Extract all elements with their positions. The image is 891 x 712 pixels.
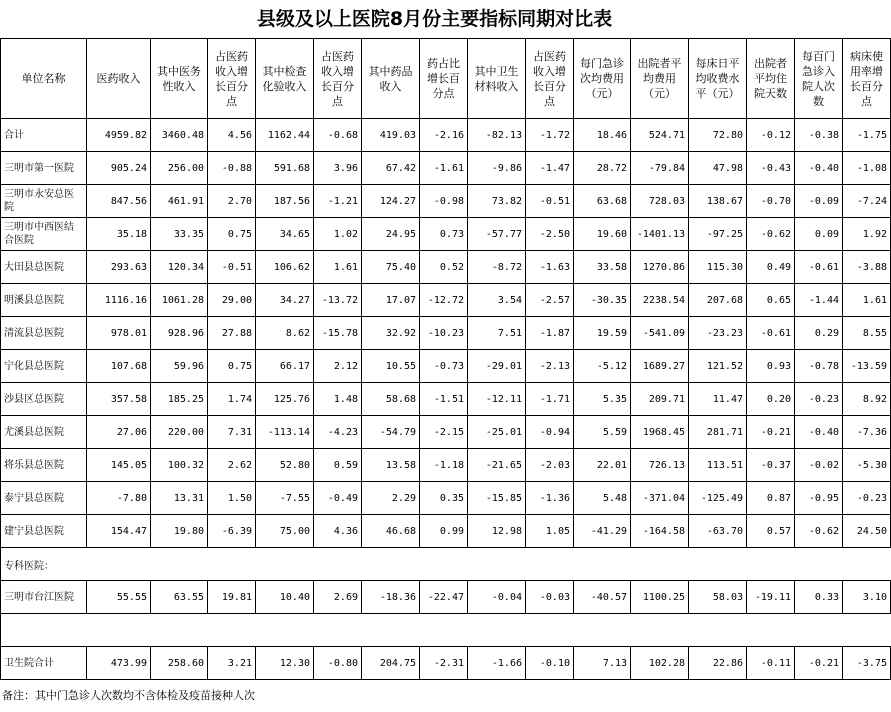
value-cell: 0.09 xyxy=(795,218,843,251)
value-cell: -19.11 xyxy=(747,581,795,614)
value-cell: 1116.16 xyxy=(87,284,151,317)
value-cell: -0.40 xyxy=(795,416,843,449)
unit-name-cell: 三明市台江医院 xyxy=(1,581,87,614)
value-cell: 1689.27 xyxy=(631,350,689,383)
value-cell: 100.32 xyxy=(151,449,208,482)
unit-name-cell: 卫生院合计 xyxy=(1,647,87,680)
value-cell: 47.98 xyxy=(689,152,747,185)
value-cell: 0.65 xyxy=(747,284,795,317)
value-cell: 22.01 xyxy=(574,449,631,482)
value-cell: -0.03 xyxy=(526,581,574,614)
value-cell: 58.03 xyxy=(689,581,747,614)
column-header: 出院者平均住院天数 xyxy=(747,39,795,119)
value-cell: -57.77 xyxy=(468,218,526,251)
value-cell: 5.48 xyxy=(574,482,631,515)
table-row xyxy=(1,581,891,614)
value-cell: 0.75 xyxy=(208,218,256,251)
column-header: 其中药品收入 xyxy=(362,39,420,119)
value-cell: 7.51 xyxy=(468,317,526,350)
value-cell: 1.05 xyxy=(526,515,574,548)
value-cell: -0.04 xyxy=(468,581,526,614)
value-cell: 220.00 xyxy=(151,416,208,449)
value-cell: -41.29 xyxy=(574,515,631,548)
unit-name-cell: 大田县总医院 xyxy=(1,251,87,284)
value-cell: 34.65 xyxy=(256,218,314,251)
value-cell: 121.52 xyxy=(689,350,747,383)
unit-name-cell: 三明市第一医院 xyxy=(1,152,87,185)
column-header: 其中检查化验收入 xyxy=(256,39,314,119)
value-cell: 0.49 xyxy=(747,251,795,284)
value-cell: -3.88 xyxy=(843,251,891,284)
value-cell: 2.12 xyxy=(314,350,362,383)
value-cell: 0.93 xyxy=(747,350,795,383)
value-cell: 19.59 xyxy=(574,317,631,350)
table-row xyxy=(1,317,891,350)
value-cell: -371.04 xyxy=(631,482,689,515)
value-cell: 154.47 xyxy=(87,515,151,548)
value-cell: 187.56 xyxy=(256,185,314,218)
value-cell: 1.92 xyxy=(843,218,891,251)
value-cell: -0.62 xyxy=(747,218,795,251)
value-cell: -2.03 xyxy=(526,449,574,482)
unit-name-cell: 合计 xyxy=(1,119,87,152)
unit-name-cell: 三明市中西医结合医院 xyxy=(1,218,87,251)
value-cell: 473.99 xyxy=(87,647,151,680)
value-cell: -1.87 xyxy=(526,317,574,350)
value-cell: -125.49 xyxy=(689,482,747,515)
value-cell: -0.37 xyxy=(747,449,795,482)
value-cell: 33.58 xyxy=(574,251,631,284)
value-cell: 29.00 xyxy=(208,284,256,317)
table-row xyxy=(1,416,891,449)
value-cell: -1.18 xyxy=(420,449,468,482)
value-cell: 0.99 xyxy=(420,515,468,548)
value-cell: 8.55 xyxy=(843,317,891,350)
value-cell: 4959.82 xyxy=(87,119,151,152)
value-cell: -0.88 xyxy=(208,152,256,185)
value-cell: 1100.25 xyxy=(631,581,689,614)
value-cell: 847.56 xyxy=(87,185,151,218)
value-cell: -22.47 xyxy=(420,581,468,614)
value-cell: 1.74 xyxy=(208,383,256,416)
column-header: 其中卫生材料收入 xyxy=(468,39,526,119)
table-body xyxy=(1,119,891,680)
value-cell: 59.96 xyxy=(151,350,208,383)
value-cell: 1061.28 xyxy=(151,284,208,317)
value-cell: -2.57 xyxy=(526,284,574,317)
value-cell: -0.61 xyxy=(795,251,843,284)
value-cell: 33.35 xyxy=(151,218,208,251)
spacer-row xyxy=(1,614,891,647)
value-cell: -2.15 xyxy=(420,416,468,449)
value-cell: -25.01 xyxy=(468,416,526,449)
value-cell: 207.68 xyxy=(689,284,747,317)
column-header: 药占比增长百分点 xyxy=(420,39,468,119)
value-cell: 1162.44 xyxy=(256,119,314,152)
value-cell: 905.24 xyxy=(87,152,151,185)
value-cell: -541.09 xyxy=(631,317,689,350)
value-cell: 10.40 xyxy=(256,581,314,614)
value-cell: 106.62 xyxy=(256,251,314,284)
value-cell: -0.21 xyxy=(747,416,795,449)
value-cell: 0.33 xyxy=(795,581,843,614)
value-cell: -15.85 xyxy=(468,482,526,515)
value-cell: 0.87 xyxy=(747,482,795,515)
value-cell: -0.43 xyxy=(747,152,795,185)
value-cell: 19.81 xyxy=(208,581,256,614)
unit-name-cell: 将乐县总医院 xyxy=(1,449,87,482)
column-header: 占医药收入增长百分点 xyxy=(314,39,362,119)
value-cell: 0.59 xyxy=(314,449,362,482)
header-row xyxy=(1,39,891,119)
value-cell: -0.95 xyxy=(795,482,843,515)
value-cell: 72.80 xyxy=(689,119,747,152)
unit-name-cell: 尤溪县总医院 xyxy=(1,416,87,449)
column-header: 占医药收入增长百分点 xyxy=(208,39,256,119)
table-title: 县级及以上医院8月份主要指标同期对比表 xyxy=(256,8,613,30)
value-cell: 12.30 xyxy=(256,647,314,680)
value-cell: 13.58 xyxy=(362,449,420,482)
value-cell: 55.55 xyxy=(87,581,151,614)
value-cell: 13.31 xyxy=(151,482,208,515)
table-row xyxy=(1,515,891,548)
value-cell: -9.86 xyxy=(468,152,526,185)
value-cell: -7.36 xyxy=(843,416,891,449)
value-cell: 0.35 xyxy=(420,482,468,515)
value-cell: 67.42 xyxy=(362,152,420,185)
value-cell: -5.30 xyxy=(843,449,891,482)
value-cell: 8.92 xyxy=(843,383,891,416)
value-cell: 27.88 xyxy=(208,317,256,350)
value-cell: 17.07 xyxy=(362,284,420,317)
table-row xyxy=(1,350,891,383)
value-cell: -40.57 xyxy=(574,581,631,614)
value-cell: 34.27 xyxy=(256,284,314,317)
value-cell: -54.79 xyxy=(362,416,420,449)
table-row xyxy=(1,383,891,416)
value-cell: 209.71 xyxy=(631,383,689,416)
value-cell: -1.71 xyxy=(526,383,574,416)
value-cell: 3.21 xyxy=(208,647,256,680)
value-cell: -23.23 xyxy=(689,317,747,350)
value-cell: 1.48 xyxy=(314,383,362,416)
value-cell: 2.70 xyxy=(208,185,256,218)
section-label: 专科医院： xyxy=(1,548,891,581)
footnote: 备注：其中门急诊人次数均不含体检及疫苗接种人次 xyxy=(2,689,255,702)
value-cell: -1.36 xyxy=(526,482,574,515)
value-cell: 5.59 xyxy=(574,416,631,449)
value-cell: 3460.48 xyxy=(151,119,208,152)
table-row xyxy=(1,449,891,482)
value-cell: -0.51 xyxy=(526,185,574,218)
value-cell: 107.68 xyxy=(87,350,151,383)
value-cell: -4.23 xyxy=(314,416,362,449)
value-cell: -82.13 xyxy=(468,119,526,152)
value-cell: -15.78 xyxy=(314,317,362,350)
value-cell: 357.58 xyxy=(87,383,151,416)
value-cell: -97.25 xyxy=(689,218,747,251)
value-cell: -1.66 xyxy=(468,647,526,680)
value-cell: 27.06 xyxy=(87,416,151,449)
value-cell: -7.55 xyxy=(256,482,314,515)
value-cell: -1.44 xyxy=(795,284,843,317)
unit-name-cell: 宁化县总医院 xyxy=(1,350,87,383)
value-cell: -0.80 xyxy=(314,647,362,680)
value-cell: -0.23 xyxy=(795,383,843,416)
value-cell: -0.68 xyxy=(314,119,362,152)
value-cell: 19.80 xyxy=(151,515,208,548)
value-cell: 281.71 xyxy=(689,416,747,449)
value-cell: -21.65 xyxy=(468,449,526,482)
value-cell: 10.55 xyxy=(362,350,420,383)
value-cell: 1270.86 xyxy=(631,251,689,284)
value-cell: 7.13 xyxy=(574,647,631,680)
value-cell: -18.36 xyxy=(362,581,420,614)
value-cell: 115.30 xyxy=(689,251,747,284)
value-cell: 63.55 xyxy=(151,581,208,614)
value-cell: -0.62 xyxy=(795,515,843,548)
value-cell: -10.23 xyxy=(420,317,468,350)
value-cell: 0.57 xyxy=(747,515,795,548)
value-cell: -0.40 xyxy=(795,152,843,185)
value-cell: 19.60 xyxy=(574,218,631,251)
value-cell: 8.62 xyxy=(256,317,314,350)
value-cell: -30.35 xyxy=(574,284,631,317)
value-cell: 0.73 xyxy=(420,218,468,251)
column-header: 医药收入 xyxy=(87,39,151,119)
unit-name-cell: 建宁县总医院 xyxy=(1,515,87,548)
value-cell: 3.96 xyxy=(314,152,362,185)
value-cell: -29.01 xyxy=(468,350,526,383)
value-cell: -0.38 xyxy=(795,119,843,152)
value-cell: -0.10 xyxy=(526,647,574,680)
value-cell: 293.63 xyxy=(87,251,151,284)
column-header: 每百门急诊入院人次数 xyxy=(795,39,843,119)
value-cell: 2.62 xyxy=(208,449,256,482)
section-label xyxy=(1,614,891,647)
indicator-table xyxy=(0,38,891,680)
value-cell: -0.11 xyxy=(747,647,795,680)
value-cell: 24.50 xyxy=(843,515,891,548)
value-cell: 24.95 xyxy=(362,218,420,251)
value-cell: -2.16 xyxy=(420,119,468,152)
value-cell: 125.76 xyxy=(256,383,314,416)
value-cell: 1.50 xyxy=(208,482,256,515)
value-cell: 46.68 xyxy=(362,515,420,548)
value-cell: -8.72 xyxy=(468,251,526,284)
value-cell: 63.68 xyxy=(574,185,631,218)
value-cell: 1968.45 xyxy=(631,416,689,449)
value-cell: 461.91 xyxy=(151,185,208,218)
value-cell: 102.28 xyxy=(631,647,689,680)
value-cell: -2.13 xyxy=(526,350,574,383)
table-row xyxy=(1,251,891,284)
value-cell: 258.60 xyxy=(151,647,208,680)
value-cell: 524.71 xyxy=(631,119,689,152)
column-header: 其中医务性收入 xyxy=(151,39,208,119)
value-cell: -7.80 xyxy=(87,482,151,515)
value-cell: -63.70 xyxy=(689,515,747,548)
value-cell: -1.72 xyxy=(526,119,574,152)
value-cell: 591.68 xyxy=(256,152,314,185)
value-cell: 3.10 xyxy=(843,581,891,614)
value-cell: -1.51 xyxy=(420,383,468,416)
value-cell: 1.02 xyxy=(314,218,362,251)
table-row xyxy=(1,482,891,515)
value-cell: 28.72 xyxy=(574,152,631,185)
unit-name-cell: 沙县区总医院 xyxy=(1,383,87,416)
value-cell: 3.54 xyxy=(468,284,526,317)
value-cell: 7.31 xyxy=(208,416,256,449)
value-cell: 18.46 xyxy=(574,119,631,152)
column-header: 单位名称 xyxy=(1,39,87,119)
value-cell: -113.14 xyxy=(256,416,314,449)
value-cell: -2.31 xyxy=(420,647,468,680)
value-cell: 124.27 xyxy=(362,185,420,218)
value-cell: -13.72 xyxy=(314,284,362,317)
value-cell: -164.58 xyxy=(631,515,689,548)
value-cell: -0.21 xyxy=(795,647,843,680)
value-cell: -12.72 xyxy=(420,284,468,317)
table-row xyxy=(1,185,891,218)
value-cell: -1.63 xyxy=(526,251,574,284)
value-cell: -1.75 xyxy=(843,119,891,152)
value-cell: -0.78 xyxy=(795,350,843,383)
column-header: 每门急诊次均费用（元） xyxy=(574,39,631,119)
value-cell: 11.47 xyxy=(689,383,747,416)
value-cell: 185.25 xyxy=(151,383,208,416)
value-cell: 419.03 xyxy=(362,119,420,152)
value-cell: 35.18 xyxy=(87,218,151,251)
value-cell: -0.09 xyxy=(795,185,843,218)
value-cell: 120.34 xyxy=(151,251,208,284)
value-cell: -79.84 xyxy=(631,152,689,185)
value-cell: 73.82 xyxy=(468,185,526,218)
value-cell: -0.12 xyxy=(747,119,795,152)
value-cell: -0.61 xyxy=(747,317,795,350)
unit-name-cell: 清流县总医院 xyxy=(1,317,87,350)
table-row xyxy=(1,152,891,185)
value-cell: 728.03 xyxy=(631,185,689,218)
unit-name-cell: 泰宁县总医院 xyxy=(1,482,87,515)
value-cell: -3.75 xyxy=(843,647,891,680)
value-cell: 22.86 xyxy=(689,647,747,680)
value-cell: -0.51 xyxy=(208,251,256,284)
value-cell: 75.00 xyxy=(256,515,314,548)
value-cell: 4.36 xyxy=(314,515,362,548)
value-cell: 138.67 xyxy=(689,185,747,218)
value-cell: 2.29 xyxy=(362,482,420,515)
value-cell: 0.75 xyxy=(208,350,256,383)
value-cell: -1.08 xyxy=(843,152,891,185)
table-row xyxy=(1,119,891,152)
column-header: 占医药收入增长百分点 xyxy=(526,39,574,119)
value-cell: -0.94 xyxy=(526,416,574,449)
value-cell: -0.23 xyxy=(843,482,891,515)
value-cell: 1.61 xyxy=(843,284,891,317)
value-cell: -13.59 xyxy=(843,350,891,383)
value-cell: -1.61 xyxy=(420,152,468,185)
value-cell: -0.98 xyxy=(420,185,468,218)
value-cell: -6.39 xyxy=(208,515,256,548)
unit-name-cell: 明溪县总医院 xyxy=(1,284,87,317)
value-cell: 0.29 xyxy=(795,317,843,350)
value-cell: 52.80 xyxy=(256,449,314,482)
value-cell: 2.69 xyxy=(314,581,362,614)
value-cell: 145.05 xyxy=(87,449,151,482)
value-cell: 204.75 xyxy=(362,647,420,680)
value-cell: 75.40 xyxy=(362,251,420,284)
value-cell: -0.73 xyxy=(420,350,468,383)
column-header: 每床日平均收费水平（元） xyxy=(689,39,747,119)
section-row-specialty xyxy=(1,548,891,581)
value-cell: 256.00 xyxy=(151,152,208,185)
value-cell: 0.52 xyxy=(420,251,468,284)
column-header: 出院者平均费用（元） xyxy=(631,39,689,119)
value-cell: 978.01 xyxy=(87,317,151,350)
value-cell: 58.68 xyxy=(362,383,420,416)
value-cell: 12.98 xyxy=(468,515,526,548)
value-cell: 113.51 xyxy=(689,449,747,482)
value-cell: 928.96 xyxy=(151,317,208,350)
table-row xyxy=(1,218,891,251)
value-cell: -1401.13 xyxy=(631,218,689,251)
table-row xyxy=(1,647,891,680)
value-cell: -0.49 xyxy=(314,482,362,515)
value-cell: 1.61 xyxy=(314,251,362,284)
value-cell: 726.13 xyxy=(631,449,689,482)
value-cell: -1.47 xyxy=(526,152,574,185)
value-cell: 66.17 xyxy=(256,350,314,383)
value-cell: -12.11 xyxy=(468,383,526,416)
table-row xyxy=(1,284,891,317)
value-cell: -0.70 xyxy=(747,185,795,218)
value-cell: 4.56 xyxy=(208,119,256,152)
value-cell: 5.35 xyxy=(574,383,631,416)
value-cell: -2.50 xyxy=(526,218,574,251)
value-cell: -5.12 xyxy=(574,350,631,383)
value-cell: 2238.54 xyxy=(631,284,689,317)
unit-name-cell: 三明市永安总医院 xyxy=(1,185,87,218)
value-cell: 0.20 xyxy=(747,383,795,416)
column-header: 病床使用率增长百分点 xyxy=(843,39,891,119)
value-cell: -0.02 xyxy=(795,449,843,482)
value-cell: -7.24 xyxy=(843,185,891,218)
value-cell: 32.92 xyxy=(362,317,420,350)
value-cell: -1.21 xyxy=(314,185,362,218)
